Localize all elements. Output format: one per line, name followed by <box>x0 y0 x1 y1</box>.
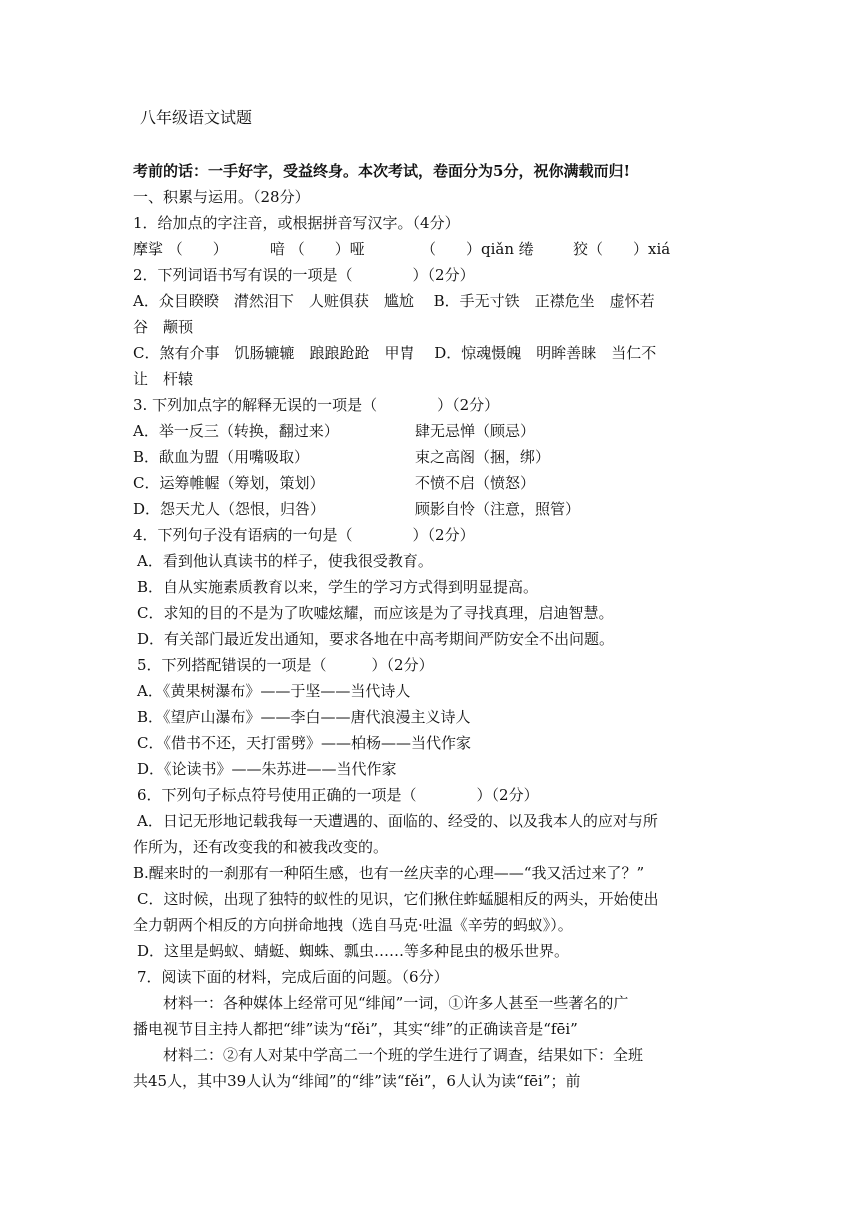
q5-option-a: A．《黄果树瀑布》——于坚——当代诗人 <box>137 682 411 700</box>
q7-material-2-line1: 材料二：②有人对某中学高二一个班的学生进行了调查，结果如下：全班 <box>133 1046 644 1064</box>
q6-option-a-line2: 作所为，还有改变我的和被我改变的。 <box>133 838 389 856</box>
q4-option-b: B．自从实施素质教育以来，学生的学习方式得到明显提高。 <box>137 578 539 596</box>
q3-option-c-pair: 不愤不启（愤怒） <box>415 474 536 492</box>
question-2-stem: 2．下列词语书写有误的一项是（ ）（2分） <box>133 266 475 284</box>
q2-option-ab-line1: A．众目睽睽 潸然泪下 人赃俱获 尴尬 B．手无寸铁 正襟危坐 虚怀若 <box>133 292 655 310</box>
question-1-stem: 1．给加点的字注音，或根据拼音写汉字。（4分） <box>133 214 460 232</box>
q4-option-d: D．有关部门最近发出通知，要求各地在中高考期间严防安全不出问题。 <box>137 630 615 648</box>
q3-option-d: D．怨天尤人（怨恨，归咎） <box>133 500 326 518</box>
question-3-stem: 3. 下列加点字的解释无误的一项是（ ）（2分） <box>133 396 500 414</box>
q6-option-b: B.醒来时的一刹那有一种陌生感，也有一丝庆幸的心理——“我又活过来了？” <box>133 864 645 882</box>
question-7-stem: 7．阅读下面的材料，完成后面的问题。（6分） <box>137 968 449 986</box>
q1-item-3: （ ）qiǎn 绻 <box>421 240 534 258</box>
exam-notice: 考前的话：一手好字，受益终身。本次考试，卷面分为5分，祝你满载而归! <box>133 162 631 180</box>
q1-item-2: 喑 （ ）哑 <box>270 240 365 258</box>
q5-option-d: D．《论读书》——朱苏进——当代作家 <box>137 760 397 778</box>
q4-option-a: A．看到他认真读书的样子，使我很受教育。 <box>137 552 433 570</box>
q2-option-ab-line2: 谷 颟顸 <box>133 318 194 336</box>
q7-material-2-line2: 共45人，其中39人认为“绯闻”的“绯”读“fěi”，6人认为读“fēi”；前 <box>133 1072 581 1090</box>
q4-option-c: C．求知的目的不是为了吹嘘炫耀，而应该是为了寻找真理，启迪智慧。 <box>137 604 614 622</box>
q1-item-1: 摩挲 （ ） <box>133 240 228 258</box>
q7-material-1-line2: 播电视节目主持人都把“绯”读为“fěi”，其实“绯”的正确读音是“fēi” <box>133 1020 578 1038</box>
q6-option-d: D．这里是蚂蚁、蜻蜓、蜘蛛、瓢虫……等多种昆虫的极乐世界。 <box>137 942 570 960</box>
q3-option-c: C．运筹帷幄（筹划，策划） <box>133 474 325 492</box>
q3-option-b-pair: 束之高阁（捆，绑） <box>415 448 551 466</box>
q3-row-c <box>133 473 743 493</box>
q5-option-c: C．《借书不还，天打雷劈》——柏杨——当代作家 <box>137 734 471 752</box>
question-5-stem: 5．下列搭配错误的一项是（ ）（2分） <box>137 656 434 674</box>
q3-option-d-pair: 顾影自怜（注意，照管） <box>415 500 581 518</box>
section-heading: 一、积累与运用。（28分） <box>133 188 310 206</box>
q3-row-b <box>133 447 743 467</box>
question-6-stem: 6．下列句子标点符号使用正确的一项是（ ）（2分） <box>137 786 539 804</box>
question-4-stem: 4．下列句子没有语病的一句是（ ）（2分） <box>133 526 475 544</box>
q3-row-a <box>133 421 743 441</box>
q3-row-d <box>133 499 743 519</box>
page-title: 八年级语文试题 <box>140 108 253 127</box>
q7-material-1-line1: 材料一：各种媒体上经常可见“绯闻”一词，①许多人甚至一些著名的广 <box>133 994 629 1012</box>
q6-option-a-line1: A．日记无形地记载我每一天遭遇的、面临的、经受的、以及我本人的应对与所 <box>137 812 658 830</box>
q6-option-c-line1: C．这时候，出现了独特的蚁性的见识，它们揪住蚱蜢腿相反的两头，开始使出 <box>137 890 659 908</box>
q5-option-b: B．《望庐山瀑布》——李白——唐代浪漫主义诗人 <box>137 708 471 726</box>
q1-item-4: 狡（ ）xiá <box>573 240 671 258</box>
q3-option-a: A．举一反三（转换，翻过来） <box>133 422 339 440</box>
q2-option-cd-line2: 让 杆辕 <box>133 370 194 388</box>
q3-option-b: B．歃血为盟（用嘴吸取） <box>133 448 310 466</box>
q6-option-c-line2: 全力朝两个相反的方向拼命地拽（选自马克·吐温《辛劳的蚂蚁》）。 <box>133 916 573 934</box>
q3-option-a-pair: 肆无忌惮（顾忌） <box>415 422 536 440</box>
q2-option-cd-line1: C．煞有介事 饥肠辘辘 踉踉跄跄 甲胄 D．惊魂慑魄 明眸善睐 当仁不 <box>133 344 657 362</box>
